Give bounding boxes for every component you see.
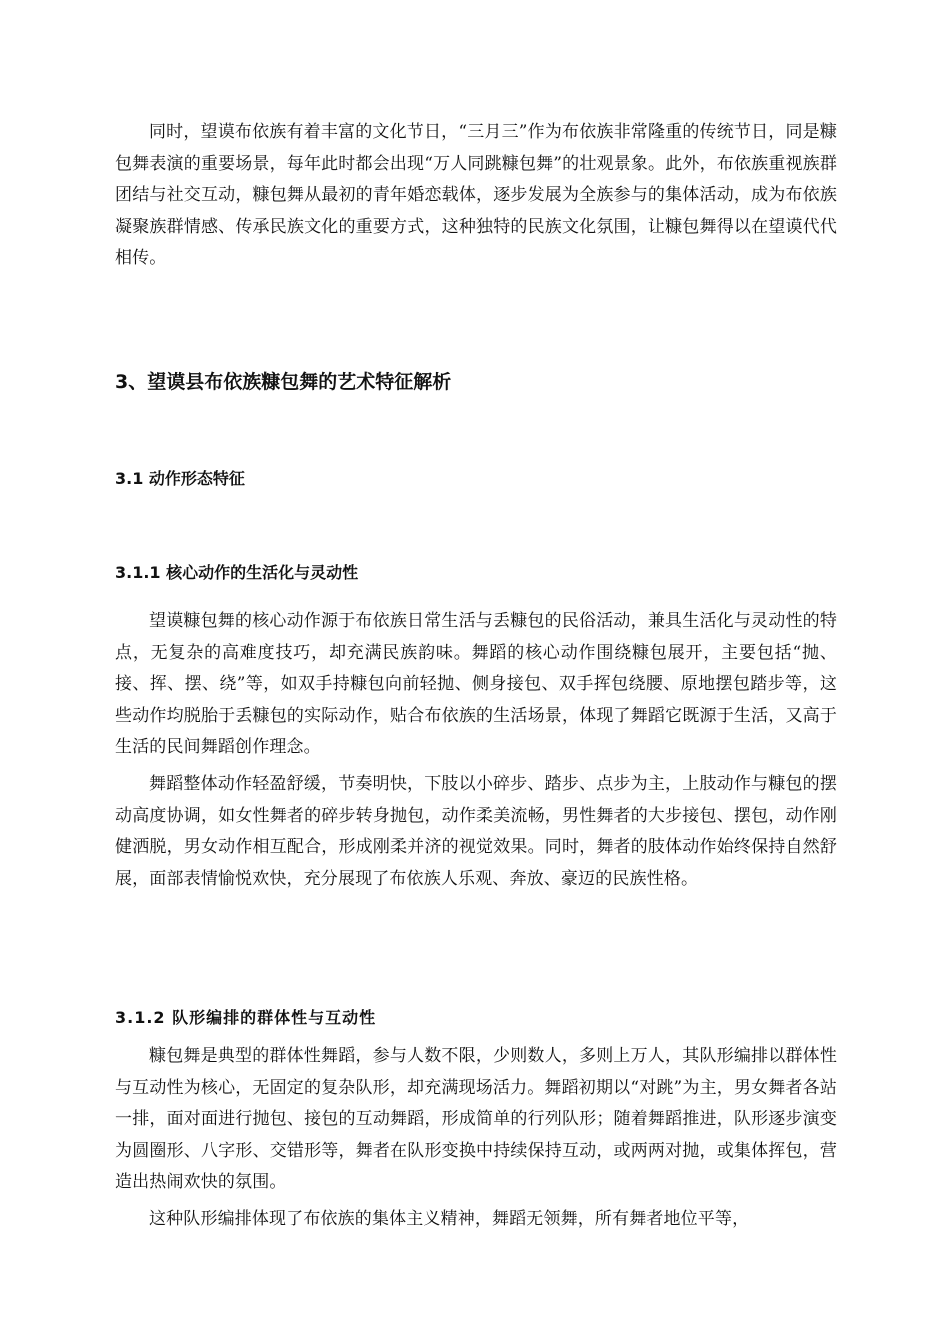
paragraph-core-movements: 望谟糠包舞的核心动作源于布依族日常生活与丢糠包的民俗活动，兼具生活化与灵动性的特点，无复杂的高难度技巧，却充满民族韵味。舞蹈的核心动作围绕糠包展开，主要包括“抛、接、挥、摆、绕”等，如双手持糠包向前轻抛、侧身接包、双手挥包绕腰、原地摆包踏步等，这些动作均脱胎于丢糠包的实际动作，贴合布依族的生活场景，体现了舞蹈它既源于生活，又高于生活的民间舞蹈创作理念。: [115, 611, 837, 757]
paragraph-movement-style: 舞蹈整体动作轻盈舒缓，节奏明快，下肢以小碎步、踏步、点步为主，上肢动作与糠包的摆动高度协调，如女性舞者的碎步转身抛包，动作柔美流畅，男性舞者的大步接包、摆包，动作刚健洒脱，男女动作相互配合，形成刚柔并济的视觉效果。同时，舞者的肢体动作始终保持自然舒展，面部表情愉悦欢快，充分展现了布依族人乐观、奔放、豪迈的民族性格。: [115, 774, 837, 889]
paragraph-festival-culture: 同时，望谟布依族有着丰富的文化节日，“三月三”作为布依族非常隆重的传统节日，同是糠包舞表演的重要场景，每年此时都会出现“万人同跳糠包舞”的壮观景象。此外，布依族重视族群团结与社交互动，糠包舞从最初的青年婚恋载体，逐步发展为全族参与的集体活动，成为布依族凝聚族群情感、传承民族文化的重要方式，这种独特的民族文化氛围，让糠包舞得以在望谟代代相传。: [115, 122, 837, 268]
section-heading-3-1: 3.1 动作形态特征: [115, 469, 245, 488]
section-heading-3-1-2: 3.1.2 队形编排的群体性与互动性: [115, 1008, 377, 1027]
section-heading-3: 3、望谟县布依族糠包舞的艺术特征解析: [115, 371, 452, 393]
section-heading-3-1-1: 3.1.1 核心动作的生活化与灵动性: [115, 563, 359, 582]
paragraph-formation-collectivism: 这种队形编排体现了布依族的集体主义精神，舞蹈无领舞，所有舞者地位平等，: [149, 1209, 750, 1229]
paragraph-formation-group: 糠包舞是典型的群体性舞蹈，参与人数不限，少则数人，多则上万人，其队形编排以群体性与互动性为核心，无固定的复杂队形，却充满现场活力。舞蹈初期以“对跳”为主，男女舞者各站一排，面对面进行抛包、接包的互动舞蹈，形成简单的行列队形；随着舞蹈推进，队形逐步演变为圆圈形、八字形、交错形等，舞者在队形变换中持续保持互动，或两两对抛，或集体挥包，营造出热闹欢快的氛围。: [115, 1046, 837, 1192]
